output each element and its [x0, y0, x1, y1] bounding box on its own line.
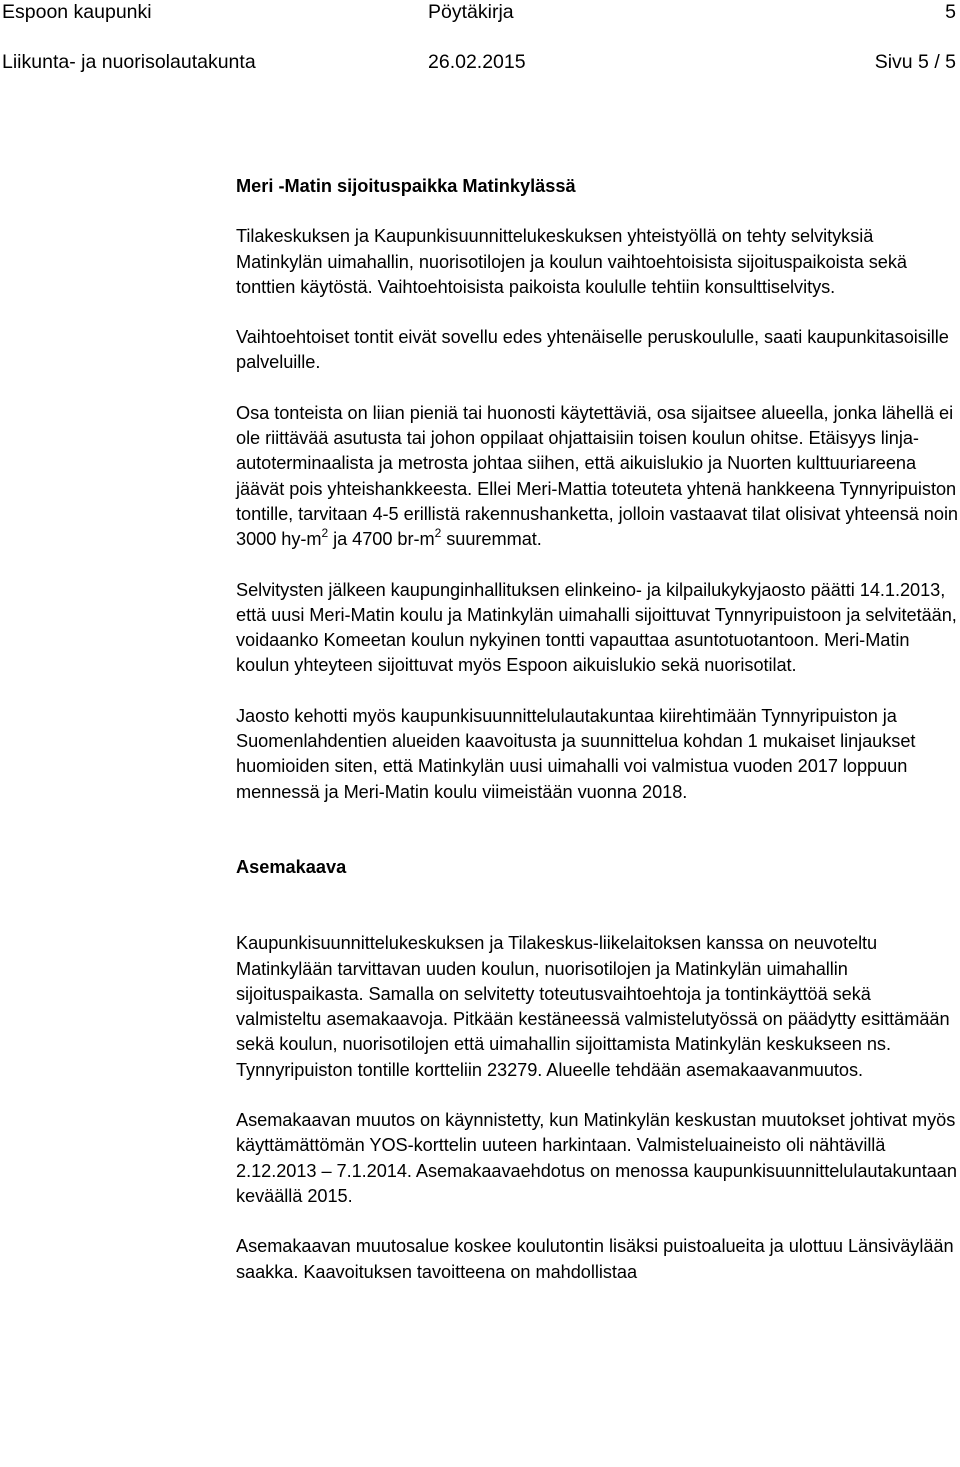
- paragraph: Kaupunkisuunnittelukeskuksen ja Tilakeskus-liikelaitoksen kanssa on neuvoteltu Matinkylään tarvittavan uuden koulun, nuorisotilojen ja Matinkylän uimahallin sijoituspaikasta. Samalla on selvitetty toteutusvaihtoehtoja ja tontinkäyttöä sekä valmisteltu asemakaavoja. Pitkään kestäneessä valmistelutyössä on päädytty esittämään sekä koulun, nuorisotilojen että uimahallin sijoittamista Matinkylän keskukseen ns. Tynnyripuiston tontille kortteliin 23279. Alueelle tehdään asemakaavanmuutos.: [236, 933, 950, 1080]
- paragraph: Vaihtoehtoiset tontit eivät sovellu edes yhtenäiselle peruskoululle, saati kaupunkitasoisille palveluille.: [236, 327, 949, 373]
- paragraph: Asemakaavan muutos on käynnistetty, kun Matinkylän keskustan muutokset johtivat myös käyttämättömän YOS-korttelin uuteen harkintaan. Valmisteluaineisto oli nähtävillä 2.12.2013 – 7.1.2014. Asemakaavaehdotus on menossa kaupunkisuunnittelulautakuntaan keväällä 2015.: [236, 1110, 957, 1206]
- document-header: [0, 0, 960, 100]
- document-body: [236, 174, 960, 1285]
- section-title: Meri -Matin sijoituspaikka Matinkylässä: [236, 176, 576, 196]
- paragraph-text: Osa tonteista on liian pieniä tai huonosti käytettäviä, osa sijaitsee alueella, jonka lähellä ei ole riittävää asutusta tai johon oppilaat ohjattaisiin toisen koulun ohitse. Etäisyys linja-autoterminaalista ja metrosta johtaa siihen, että aikuislukio ja Nuorten kulttuuriareena jäävät pois yhteishankkeesta. Ellei Meri-Mattia toteuteta yhtenä hankkeena Tynnyripuiston tontille, tarvitaan 4-5 erillistä rakennushanketta, jolloin vastaavat tilat olisivat yhteensä noin 3000 hy-m: [236, 402, 958, 550]
- document-type: Pöytäkirja: [428, 1, 514, 23]
- meeting-date: 26.02.2015: [428, 51, 526, 73]
- superscript: 2: [434, 526, 442, 541]
- page-number: Sivu 5 / 5: [874, 51, 956, 73]
- paragraph: Jaosto kehotti myös kaupunkisuunnittelulautakuntaa kiirehtimään Tynnyripuiston ja Suomenlahdentien alueiden kaavoitusta ja suunnittelua kohdan 1 mukaiset linjaukset huomioiden siten, että Matinkylän uusi uimahalli voi valmistua vuoden 2017 loppuun mennessä ja Meri-Matin koulu viimeistään vuonna 2018.: [236, 705, 916, 802]
- paragraph: Tilakeskuksen ja Kaupunkisuunnittelukeskuksen yhteistyöllä on tehty selvityksiä Matinkylän uimahallin, nuorisotilojen ja koulun vaihtoehtoisista sijoituspaikoista sekä tonttien käytöstä. Vaihtoehtoisista paikoista koululle tehtiin konsulttiselvitys.: [236, 226, 907, 297]
- section-heading: Asemakaava: [236, 856, 347, 877]
- paragraph-text: ja 4700 br-m: [328, 529, 435, 550]
- paragraph: Asemakaavan muutosalue koskee koulutontin lisäksi puistoalueita ja ulottuu Länsiväylään saakka. Kaavoituksen tavoitteena on mahdollistaa: [236, 1236, 954, 1282]
- paragraph-text: suuremmat.: [441, 529, 542, 550]
- paragraph: Selvitysten jälkeen kaupunginhallituksen elinkeino- ja kilpailukykyjaosto päätti 14.1.2013, että uusi Meri-Matin koulu ja Matinkylän uimahalli sijoittuvat Tynnyripuistoon ja selvitetään, voidaanko Komeetan koulun nykyinen tontti vapauttaa asuntotuotantoon. Meri-Matin koulun yhteyteen sijoittuvat myös Espoon aikuislukio sekä nuorisotilat.: [236, 579, 957, 676]
- paragraph: [236, 401, 960, 553]
- document-number: 5: [945, 1, 956, 23]
- superscript: 2: [321, 526, 329, 541]
- organization-name: Espoon kaupunki: [2, 1, 152, 23]
- committee-name: Liikunta- ja nuorisolautakunta: [2, 51, 256, 73]
